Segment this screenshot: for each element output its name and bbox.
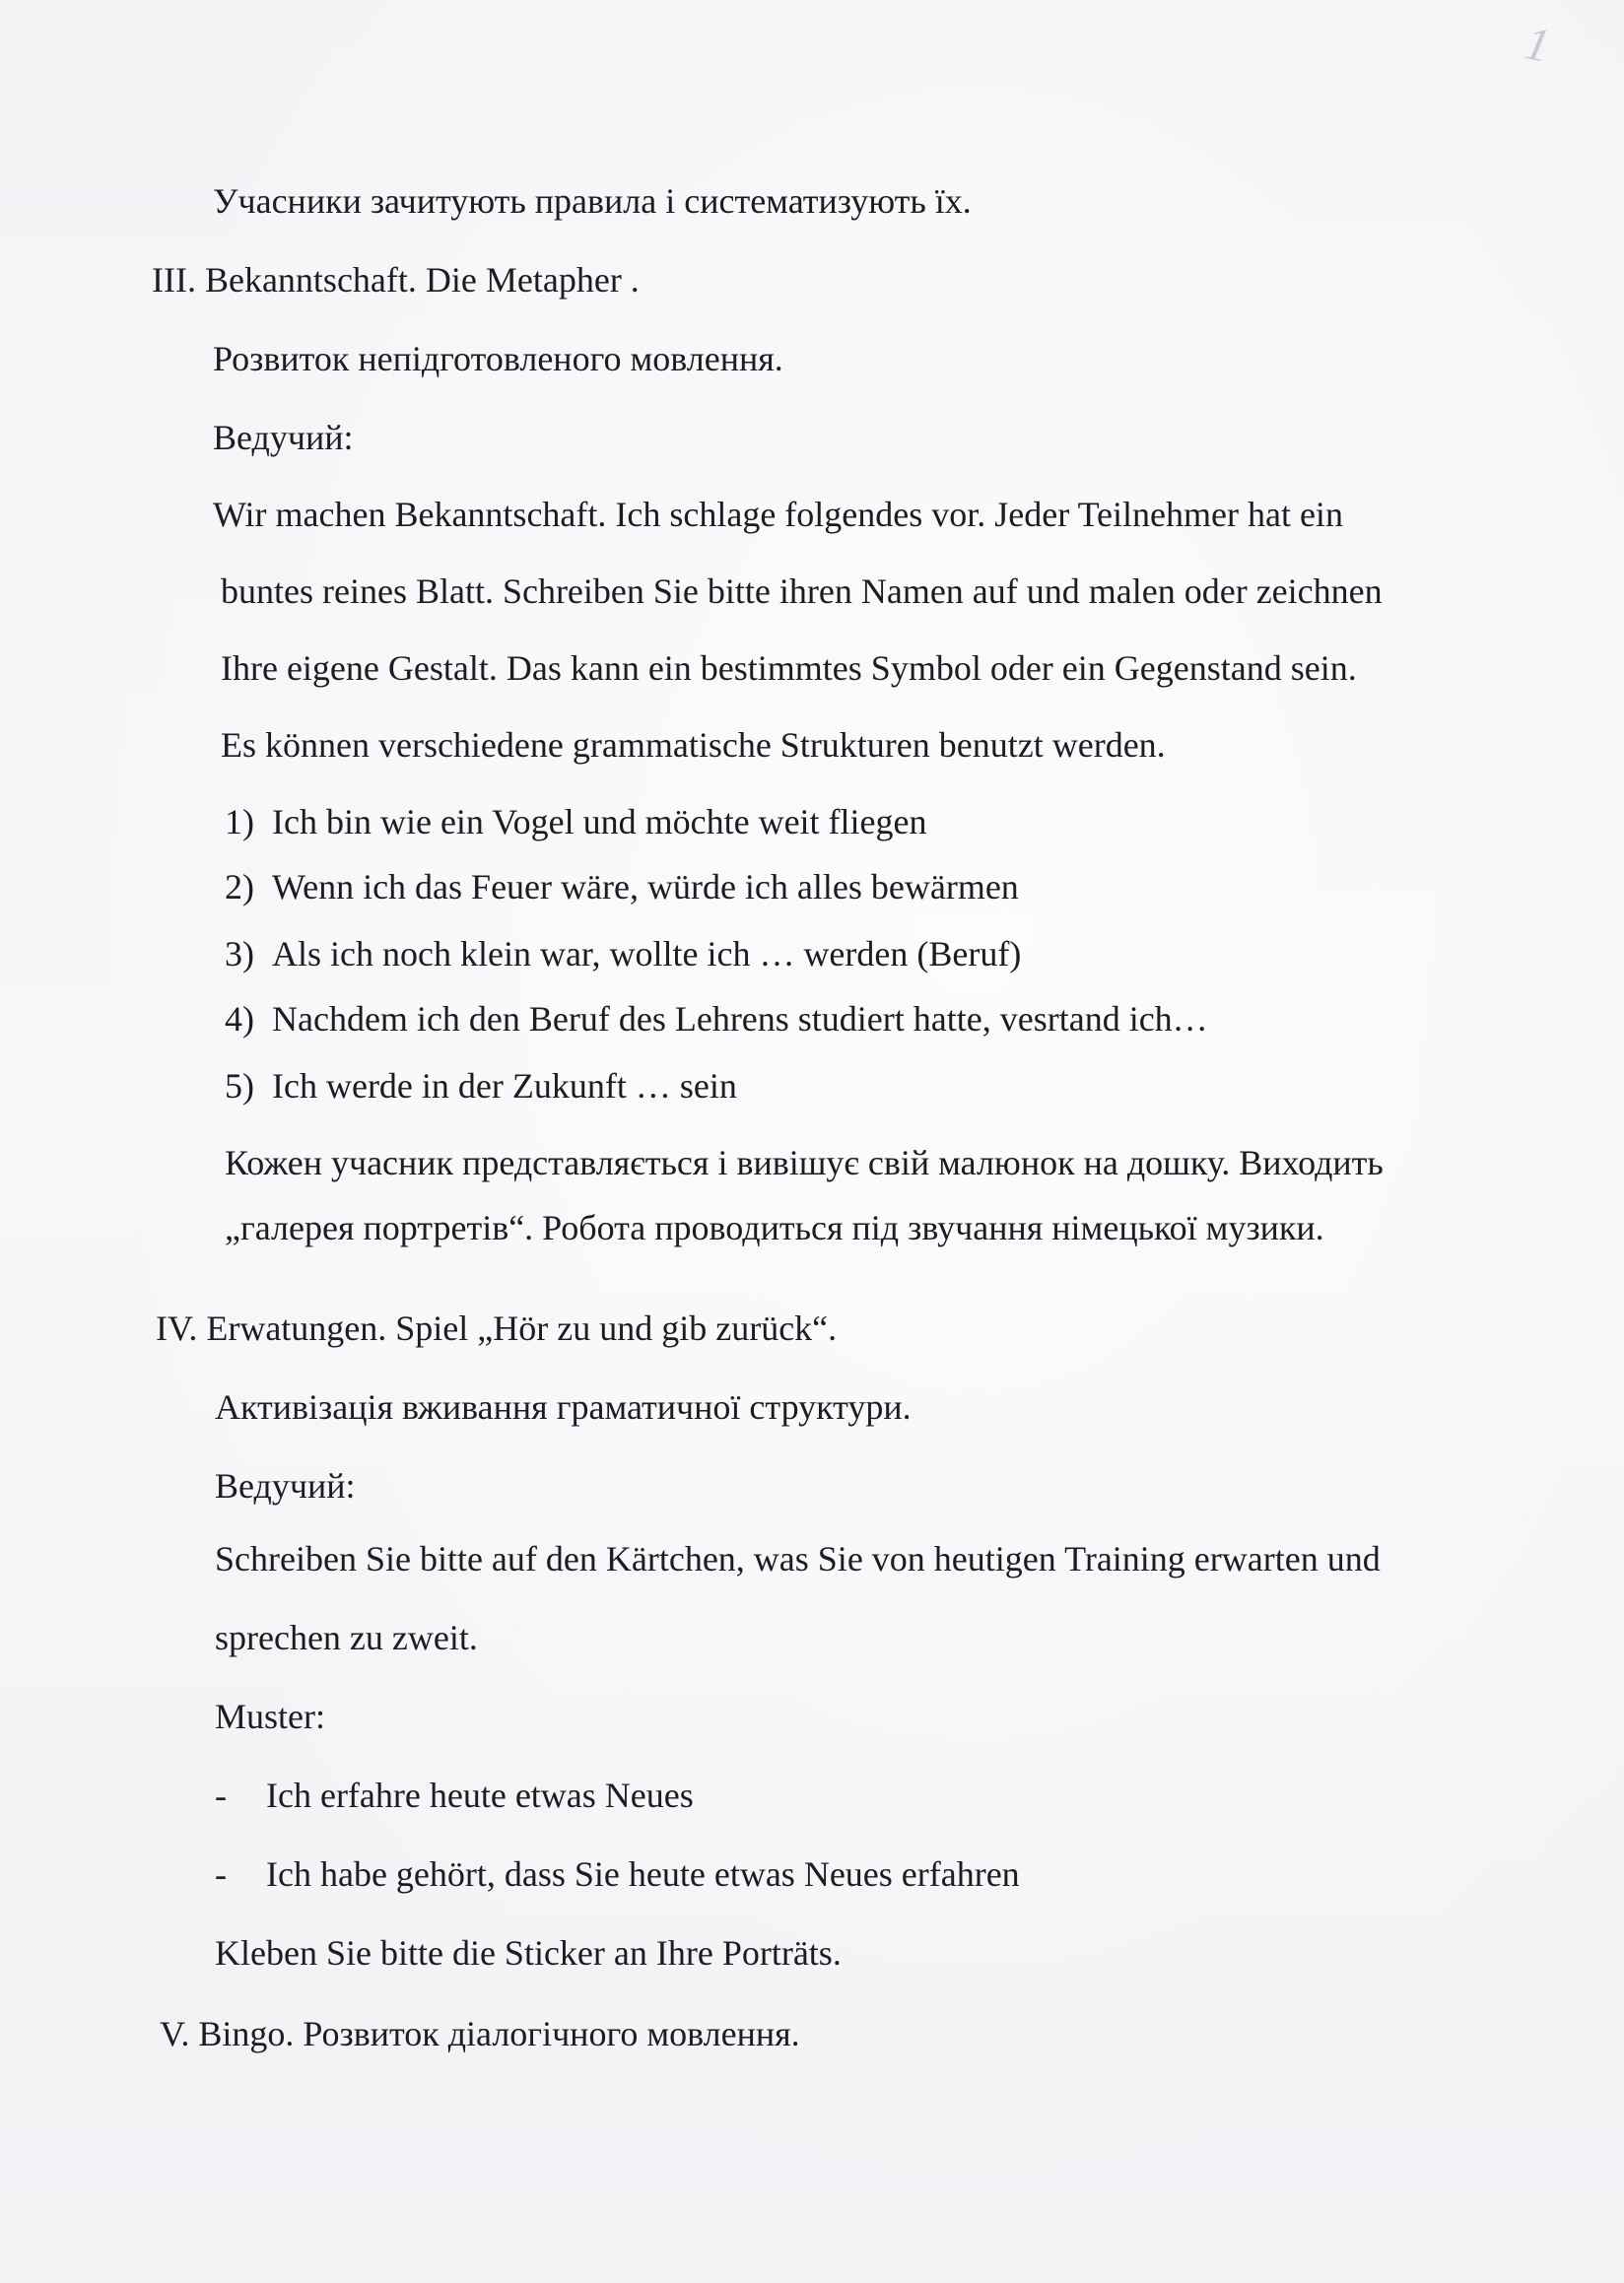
section-heading-iii: III. Bekanntschaft. Die Metapher . <box>152 260 640 300</box>
list-item <box>225 932 1021 975</box>
list-item-number: 5) <box>225 1066 254 1106</box>
paragraph-line: buntes reines Blatt. Schreiben Sie bitte ihren Namen auf und malen oder zeichnen <box>221 571 1383 611</box>
page-number-mark: 1 <box>1520 17 1555 73</box>
section-heading-iv: IV. Erwatungen. Spiel „Hör zu und gib zurück“. <box>156 1309 838 1348</box>
dash-list-item <box>215 1774 694 1817</box>
example-label: Muster: <box>215 1697 325 1736</box>
paragraph-line: Ihre eigene Gestalt. Das kann ein bestimmtes Symbol oder ein Gegenstand sein. <box>221 648 1357 688</box>
list-item-number: 2) <box>225 867 254 906</box>
paragraph-line: Wir machen Bekanntschaft. Ich schlage folgendes vor. Jeder Teilnehmer hat ein <box>213 495 1343 534</box>
paragraph-line: Учасники зачитують правила і систематизують їх. <box>213 181 972 221</box>
paragraph-line: Кожен учасник представляється і вивішує свій малюнок на дошку. Виходить <box>225 1143 1384 1182</box>
dash-marker: - <box>215 1854 227 1894</box>
list-item-text: Ich werde in der Zukunft … sein <box>272 1066 737 1106</box>
dash-list-item <box>215 1852 1020 1896</box>
speaker-label: Ведучий: <box>213 418 354 457</box>
paragraph-line: Розвиток непідготовленого мовлення. <box>213 339 783 378</box>
section-heading-v: V. Bingo. Розвиток діалогічного мовлення. <box>160 2014 800 2053</box>
list-item-number: 3) <box>225 934 254 974</box>
speaker-label: Ведучий: <box>215 1466 356 1506</box>
paragraph-line: „галерея портретів“. Робота проводиться під звучання німецької музики. <box>225 1208 1324 1247</box>
list-item <box>225 800 927 843</box>
list-item <box>225 865 1019 908</box>
list-item-text: Als ich noch klein war, wollte ich … werden (Beruf) <box>272 934 1022 974</box>
paragraph-line: Schreiben Sie bitte auf den Kärtchen, was Sie von heutigen Training erwarten und <box>215 1539 1381 1578</box>
list-item <box>225 1064 737 1108</box>
dash-list-text: Ich habe gehört, dass Sie heute etwas Neues erfahren <box>266 1854 1020 1894</box>
dash-marker: - <box>215 1776 227 1815</box>
list-item-number: 1) <box>225 802 254 841</box>
dash-list-text: Ich erfahre heute etwas Neues <box>266 1776 694 1815</box>
list-item-text: Nachdem ich den Beruf des Lehrens studiert hatte, vesrtand ich… <box>272 999 1208 1039</box>
list-item <box>225 997 1208 1041</box>
paragraph-line: Активізація вживання граматичної структури. <box>215 1387 912 1427</box>
paragraph-line: Es können verschiedene grammatische Strukturen benutzt werden. <box>221 725 1166 765</box>
paragraph-line: Kleben Sie bitte die Sticker an Ihre Porträts. <box>215 1933 842 1973</box>
paragraph-line: sprechen zu zweit. <box>215 1618 478 1657</box>
list-item-text: Wenn ich das Feuer wäre, würde ich alles bewärmen <box>272 867 1019 906</box>
list-item-number: 4) <box>225 999 254 1039</box>
list-item-text: Ich bin wie ein Vogel und möchte weit fliegen <box>272 802 927 841</box>
